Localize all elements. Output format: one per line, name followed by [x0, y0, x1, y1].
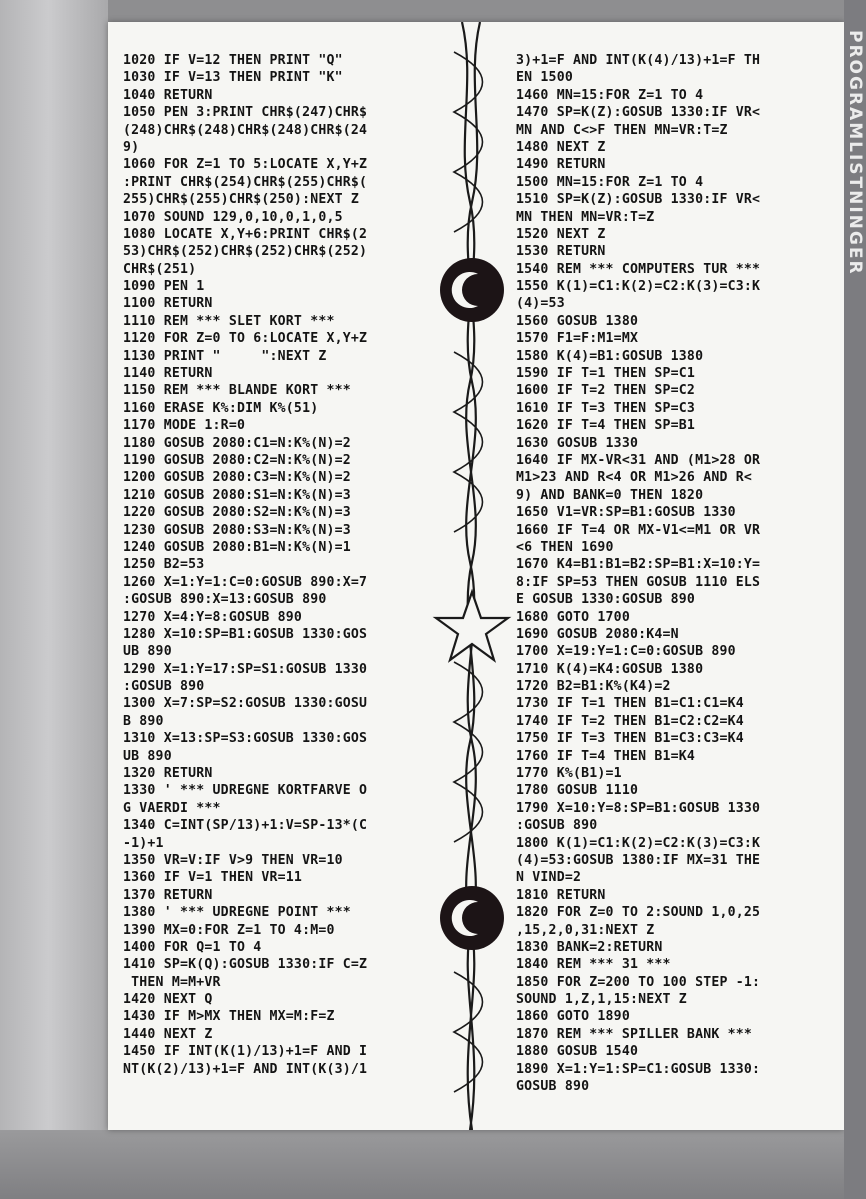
code-line: <6 THEN 1690: [516, 539, 614, 555]
code-line: THEN M=M+VR: [123, 974, 221, 990]
code-line: 1370 RETURN: [123, 887, 213, 903]
code-line: 255)CHR$(255)CHR$(250):NEXT Z: [123, 192, 360, 208]
code-line: 1630 GOSUB 1330: [516, 435, 639, 451]
code-line: 1310 X=13:SP=S3:GOSUB 1330:GOS: [123, 731, 368, 747]
code-line: 1610 IF T=3 THEN SP=C3: [516, 400, 696, 416]
code-line: SOUND 1,Z,1,15:NEXT Z: [516, 992, 687, 1008]
code-line: CHR$(251): [123, 261, 197, 277]
code-line: B 890: [123, 713, 164, 729]
code-line: 1800 K(1)=C1:K(2)=C2:K(3)=C3:K: [516, 835, 761, 851]
code-line: 1280 X=10:SP=B1:GOSUB 1330:GOS: [123, 626, 368, 642]
code-line: 1420 NEXT Q: [123, 992, 213, 1008]
code-line: NT(K(2)/13)+1=F AND INT(K(3)/1: [123, 1061, 368, 1077]
code-line: 1620 IF T=4 THEN SP=B1: [516, 418, 696, 434]
code-line: 1070 SOUND 129,0,10,0,1,0,5: [123, 209, 343, 225]
code-line: 1490 RETURN: [516, 157, 606, 173]
code-line: (4)=53:GOSUB 1380:IF MX=31 THE: [516, 852, 761, 868]
code-line: :GOSUB 890: [123, 679, 205, 695]
code-line: 1290 X=1:Y=17:SP=S1:GOSUB 1330: [123, 661, 368, 677]
code-line: 1100 RETURN: [123, 296, 213, 312]
vine-divider-illustration: [432, 22, 514, 1130]
code-line: 1090 PEN 1: [123, 279, 205, 295]
code-line: 1540 REM *** COMPUTERS TUR ***: [516, 261, 761, 277]
code-line: 1020 IF V=12 THEN PRINT "Q": [123, 53, 343, 68]
code-line: 1820 FOR Z=0 TO 2:SOUND 1,0,25: [516, 905, 761, 921]
code-line: 1340 C=INT(SP/13)+1:V=SP-13*(C: [123, 818, 368, 834]
code-line: 1740 IF T=2 THEN B1=C2:C2=K4: [516, 713, 744, 729]
code-line: MN THEN MN=VR:T=Z: [516, 209, 655, 225]
code-line: 1060 FOR Z=1 TO 5:LOCATE X,Y+Z: [123, 157, 368, 173]
code-line: 1550 K(1)=C1:K(2)=C2:K(3)=C3:K: [516, 279, 761, 295]
code-line: 1200 GOSUB 2080:C3=N:K%(N)=2: [123, 470, 351, 486]
code-line: E GOSUB 1330:GOSUB 890: [516, 592, 696, 608]
code-line: 9) AND BANK=0 THEN 1820: [516, 487, 704, 503]
code-line: 1450 IF INT(K(1)/13)+1=F AND I: [123, 1044, 368, 1060]
code-line: 1680 GOTO 1700: [516, 609, 630, 625]
code-line: 1860 GOTO 1890: [516, 1009, 630, 1025]
code-line: 1870 REM *** SPILLER BANK ***: [516, 1026, 753, 1042]
code-line: N VIND=2: [516, 870, 582, 886]
code-line: 1400 FOR Q=1 TO 4: [123, 939, 262, 955]
scan-background-bottom: [0, 1130, 866, 1199]
code-line: 1780 GOSUB 1110: [516, 783, 639, 799]
code-line: 9): [123, 139, 140, 155]
code-line: 1710 K(4)=K4:GOSUB 1380: [516, 661, 704, 677]
code-line: 1640 IF MX-VR<31 AND (M1>28 OR: [516, 452, 761, 468]
code-line: 1440 NEXT Z: [123, 1026, 213, 1042]
code-line: 1880 GOSUB 1540: [516, 1044, 639, 1060]
code-line: 1690 GOSUB 2080:K4=N: [516, 626, 679, 642]
code-line: ,15,2,0,31:NEXT Z: [516, 922, 655, 938]
code-line: 1570 F1=F:M1=MX: [516, 331, 639, 347]
code-line: 1240 GOSUB 2080:B1=N:K%(N)=1: [123, 539, 351, 555]
code-line: 1190 GOSUB 2080:C2=N:K%(N)=2: [123, 452, 351, 468]
code-line: 1850 FOR Z=200 TO 100 STEP -1:: [516, 974, 761, 990]
ornament-ball-top: [440, 258, 504, 322]
code-line: 8:IF SP=53 THEN GOSUB 1110 ELS: [516, 574, 761, 590]
code-line: 53)CHR$(252)CHR$(252)CHR$(252): [123, 244, 368, 260]
code-line: 1810 RETURN: [516, 887, 606, 903]
code-line: 1840 REM *** 31 ***: [516, 957, 671, 973]
code-line: 1460 MN=15:FOR Z=1 TO 4: [516, 87, 704, 103]
code-line: 1350 VR=V:IF V>9 THEN VR=10: [123, 852, 343, 868]
code-line: 1750 IF T=3 THEN B1=C3:C3=K4: [516, 731, 744, 747]
code-line: 1590 IF T=1 THEN SP=C1: [516, 366, 696, 382]
code-line: :GOSUB 890: [516, 818, 598, 834]
code-line: 1130 PRINT " ":NEXT Z: [123, 348, 327, 364]
code-line: 1170 MODE 1:R=0: [123, 418, 246, 434]
code-line: 1050 PEN 3:PRINT CHR$(247)CHR$: [123, 105, 368, 121]
code-line: 1330 ' *** UDREGNE KORTFARVE O: [123, 783, 368, 799]
code-line: 1720 B2=B1:K%(K4)=2: [516, 679, 671, 695]
code-line: 1390 MX=0:FOR Z=1 TO 4:M=0: [123, 922, 335, 938]
code-line: :PRINT CHR$(254)CHR$(255)CHR$(: [123, 174, 368, 190]
code-line: 1120 FOR Z=0 TO 6:LOCATE X,Y+Z: [123, 331, 368, 347]
code-line: (248)CHR$(248)CHR$(248)CHR$(24: [123, 122, 368, 138]
code-line: 1730 IF T=1 THEN B1=C1:C1=K4: [516, 696, 744, 712]
code-line: 1150 REM *** BLANDE KORT ***: [123, 383, 351, 399]
code-line: 1210 GOSUB 2080:S1=N:K%(N)=3: [123, 487, 351, 503]
code-line: 1320 RETURN: [123, 766, 213, 782]
code-line: 1030 IF V=13 THEN PRINT "K": [123, 70, 343, 86]
code-line: 1830 BANK=2:RETURN: [516, 939, 663, 955]
code-line: 1140 RETURN: [123, 366, 213, 382]
code-line: 1260 X=1:Y=1:C=0:GOSUB 890:X=7: [123, 574, 368, 590]
code-line: 1430 IF M>MX THEN MX=M:F=Z: [123, 1009, 335, 1025]
scan-background-left: [0, 0, 108, 1199]
code-line: 1530 RETURN: [516, 244, 606, 260]
code-line: 1380 ' *** UDREGNE POINT ***: [123, 905, 351, 921]
code-line: 1670 K4=B1:B1=B2:SP=B1:X=10:Y=: [516, 557, 761, 573]
code-line: 1560 GOSUB 1380: [516, 313, 639, 329]
code-line: 1040 RETURN: [123, 87, 213, 103]
code-line: 1410 SP=K(Q):GOSUB 1330:IF C=Z: [123, 957, 368, 973]
code-listing-left: [123, 52, 473, 1078]
code-line: M1>23 AND R<4 OR M1>26 AND R<: [516, 470, 753, 486]
code-line: 1700 X=19:Y=1:C=0:GOSUB 890: [516, 644, 736, 660]
code-line: (4)=53: [516, 296, 565, 312]
code-line: 1770 K%(B1)=1: [516, 766, 622, 782]
code-line: 1790 X=10:Y=8:SP=B1:GOSUB 1330: [516, 800, 761, 816]
code-line: 1110 REM *** SLET KORT ***: [123, 313, 335, 329]
code-line: 1600 IF T=2 THEN SP=C2: [516, 383, 696, 399]
code-line: 1510 SP=K(Z):GOSUB 1330:IF VR<: [516, 192, 761, 208]
code-line: 3)+1=F AND INT(K(4)/13)+1=F TH: [516, 53, 761, 68]
code-line: 1760 IF T=4 THEN B1=K4: [516, 748, 696, 764]
code-line: 1250 B2=53: [123, 557, 205, 573]
code-line: 1220 GOSUB 2080:S2=N:K%(N)=3: [123, 505, 351, 521]
code-line: 1660 IF T=4 OR MX-V1<=M1 OR VR: [516, 522, 761, 538]
code-line: 1080 LOCATE X,Y+6:PRINT CHR$(2: [123, 226, 368, 242]
code-line: 1500 MN=15:FOR Z=1 TO 4: [516, 174, 704, 190]
code-line: UB 890: [123, 748, 172, 764]
code-listing-right: [516, 52, 866, 1095]
ornament-ball-bottom: [440, 886, 504, 950]
code-line: -1)+1: [123, 835, 164, 851]
code-line: 1480 NEXT Z: [516, 139, 606, 155]
code-line: 1890 X=1:Y=1:SP=C1:GOSUB 1330:: [516, 1061, 761, 1077]
code-line: 1180 GOSUB 2080:C1=N:K%(N)=2: [123, 435, 351, 451]
code-line: 1520 NEXT Z: [516, 226, 606, 242]
code-line: G VAERDI ***: [123, 800, 221, 816]
section-tab-label: PROGRAMLISTNINGER: [845, 30, 865, 276]
code-line: GOSUB 890: [516, 1079, 590, 1095]
code-line: MN AND C<>F THEN MN=VR:T=Z: [516, 122, 728, 138]
code-line: EN 1500: [516, 70, 573, 86]
code-line: UB 890: [123, 644, 172, 660]
code-line: :GOSUB 890:X=13:GOSUB 890: [123, 592, 327, 608]
code-line: 1230 GOSUB 2080:S3=N:K%(N)=3: [123, 522, 351, 538]
code-line: 1580 K(4)=B1:GOSUB 1380: [516, 348, 704, 364]
code-line: 1470 SP=K(Z):GOSUB 1330:IF VR<: [516, 105, 761, 121]
code-line: 1160 ERASE K%:DIM K%(51): [123, 400, 319, 416]
code-line: 1300 X=7:SP=S2:GOSUB 1330:GOSU: [123, 696, 368, 712]
code-line: 1650 V1=VR:SP=B1:GOSUB 1330: [516, 505, 736, 521]
code-line: 1360 IF V=1 THEN VR=11: [123, 870, 303, 886]
code-line: 1270 X=4:Y=8:GOSUB 890: [123, 609, 303, 625]
